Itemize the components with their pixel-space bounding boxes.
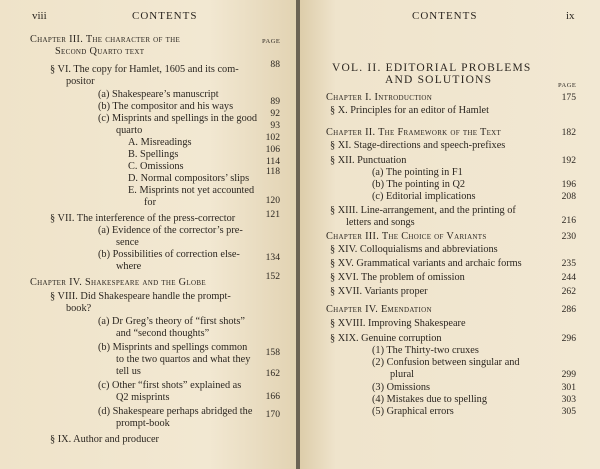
left-page-number: 88: [270, 59, 280, 70]
right-page-number: 235: [561, 258, 576, 269]
left-page-number: 120: [265, 195, 280, 206]
left-toc-line: (a) Shakespeare’s manuscript: [98, 89, 219, 100]
left-page-label: PAGE: [262, 38, 281, 45]
left-toc-line: prompt-book: [116, 418, 170, 429]
right-toc-line: plural: [390, 369, 415, 380]
left-toc-line: and “second thoughts”: [116, 328, 210, 339]
left-toc-line: D. Normal compositors’ slips: [128, 173, 250, 184]
left-toc-line: (c) Misprints and spellings in the good: [98, 113, 258, 124]
right-toc-line: § X. Principles for an editor of Hamlet: [330, 105, 489, 116]
volume-heading-line: VOL. II. EDITORIAL PROBLEMS: [332, 62, 532, 74]
left-toc-line: (b) The compositor and his ways: [98, 101, 234, 112]
right-page-number: 244: [561, 272, 576, 283]
left-toc-line: (b) Misprints and spellings common: [98, 342, 248, 353]
left-toc-line: Q2 misprints: [116, 392, 170, 403]
right-page: [300, 0, 600, 469]
left-page-number: 118: [265, 166, 280, 177]
right-toc-line: (1) The Thirty-two cruxes: [372, 345, 479, 356]
right-toc-line: § XIV. Colloquialisms and abbreviations: [330, 244, 498, 255]
left-toc-line: Chapter IV. Shakespeare and the Globe: [30, 277, 206, 288]
right-toc-line: (3) Omissions: [372, 382, 431, 393]
right-toc-line: § XVII. Variants proper: [330, 286, 428, 297]
left-page-number: 102: [265, 132, 280, 143]
left-page-number: 170: [265, 409, 280, 420]
left-page-number: 106: [265, 144, 280, 155]
right-page-number: 286: [561, 304, 576, 315]
left-toc-line: (b) Possibilities of correction else-: [98, 249, 240, 260]
left-toc-line: (a) Evidence of the corrector’s pre-: [98, 225, 243, 236]
right-toc-line: (4) Mistakes due to spelling: [372, 394, 487, 405]
left-toc-line: Chapter III. The character of the: [30, 34, 181, 45]
left-toc-line: for: [144, 197, 157, 208]
right-toc-line: § XIX. Genuine corruption: [330, 333, 442, 344]
right-toc-line: Chapter II. The Framework of the Text: [326, 127, 502, 138]
left-page-number: 89: [270, 96, 280, 107]
left-toc-line: where: [116, 261, 142, 272]
right-page-number: 303: [561, 394, 576, 405]
right-page-number: 262: [561, 286, 576, 297]
right-page-number: 301: [561, 382, 576, 393]
left-toc-line: positor: [66, 76, 95, 87]
right-page-number: 192: [561, 155, 576, 166]
left-toc-line: (c) Other “first shots” explained as: [98, 380, 242, 391]
left-toc-line: Second Quarto text: [55, 46, 145, 57]
right-page-number: 305: [561, 406, 576, 417]
right-toc-line: (2) Confusion between singular and: [372, 357, 520, 368]
right-toc-line: § XII. Punctuation: [330, 155, 407, 166]
right-toc-line: (b) The pointing in Q2: [372, 179, 466, 190]
right-page-number: 175: [561, 92, 576, 103]
left-toc-line: (d) Shakespeare perhaps abridged the: [98, 406, 253, 417]
left-toc-line: sence: [116, 237, 139, 248]
right-toc-line: § XIII. Line-arrangement, and the printing of: [330, 205, 516, 216]
left-toc-line: (a) Dr Greg’s theory of “first shots”: [98, 316, 245, 327]
left-page-number: 166: [265, 391, 280, 402]
right-page-number: 182: [561, 127, 576, 138]
volume-heading-line: AND SOLUTIONS: [385, 74, 493, 86]
right-page-number: 196: [561, 179, 576, 190]
right-toc-line: Chapter III. The Choice of Variants: [326, 231, 487, 242]
right-page-number: 216: [561, 215, 576, 226]
right-toc-line: § XVI. The problem of omission: [330, 272, 465, 283]
right-toc-line: § XVIII. Improving Shakespeare: [330, 318, 466, 329]
right-toc-line: (5) Graphical errors: [372, 406, 454, 417]
right-toc-line: Chapter I. Introduction: [326, 92, 433, 103]
left-page-number: 93: [270, 120, 280, 131]
left-page-number: 121: [265, 209, 280, 220]
right-page-number: 299: [561, 369, 576, 380]
left-toc-line: C. Omissions: [128, 161, 184, 172]
right-toc-line: letters and songs: [346, 217, 415, 228]
left-toc-line: § IX. Author and producer: [50, 434, 159, 445]
right-page-label: PAGE: [558, 82, 577, 89]
left-page-number: 162: [265, 368, 280, 379]
right-page-number: 208: [561, 191, 576, 202]
left-toc-line: to the two quartos and what they: [116, 354, 251, 365]
left-toc-line: E. Misprints not yet accounted: [128, 185, 255, 196]
left-page-number: 158: [265, 347, 280, 358]
left-toc-line: tell us: [116, 366, 141, 377]
right-page-number: 296: [561, 333, 576, 344]
left-folio: viii: [32, 10, 47, 22]
left-toc-line: § VIII. Did Shakespeare handle the prompt-: [50, 291, 231, 302]
right-folio: ix: [566, 10, 575, 22]
right-toc-line: § XV. Grammatical variants and archaic forms: [330, 258, 522, 269]
left-toc-line: B. Spellings: [128, 149, 179, 160]
right-toc-line: Chapter IV. Emendation: [326, 304, 432, 315]
left-page: [0, 0, 297, 469]
left-page-number: 114: [265, 156, 280, 167]
left-page-number: 134: [265, 252, 280, 263]
right-page-number: 230: [561, 231, 576, 242]
left-page-number: 152: [265, 271, 280, 282]
right-running-head: CONTENTS: [412, 10, 478, 22]
left-running-head: CONTENTS: [132, 10, 198, 22]
right-toc-line: § XI. Stage-directions and speech-prefixes: [330, 140, 506, 151]
left-page-number: 92: [270, 108, 280, 119]
right-toc-line: (c) Editorial implications: [372, 191, 476, 202]
left-toc-line: § VII. The interference of the press-corrector: [50, 213, 236, 224]
left-toc-line: quarto: [116, 125, 143, 136]
left-toc-line: A. Misreadings: [128, 137, 192, 148]
left-toc-line: book?: [66, 303, 92, 314]
right-toc-line: (a) The pointing in F1: [372, 167, 463, 178]
left-toc-line: § VI. The copy for Hamlet, 1605 and its com-: [50, 64, 239, 75]
